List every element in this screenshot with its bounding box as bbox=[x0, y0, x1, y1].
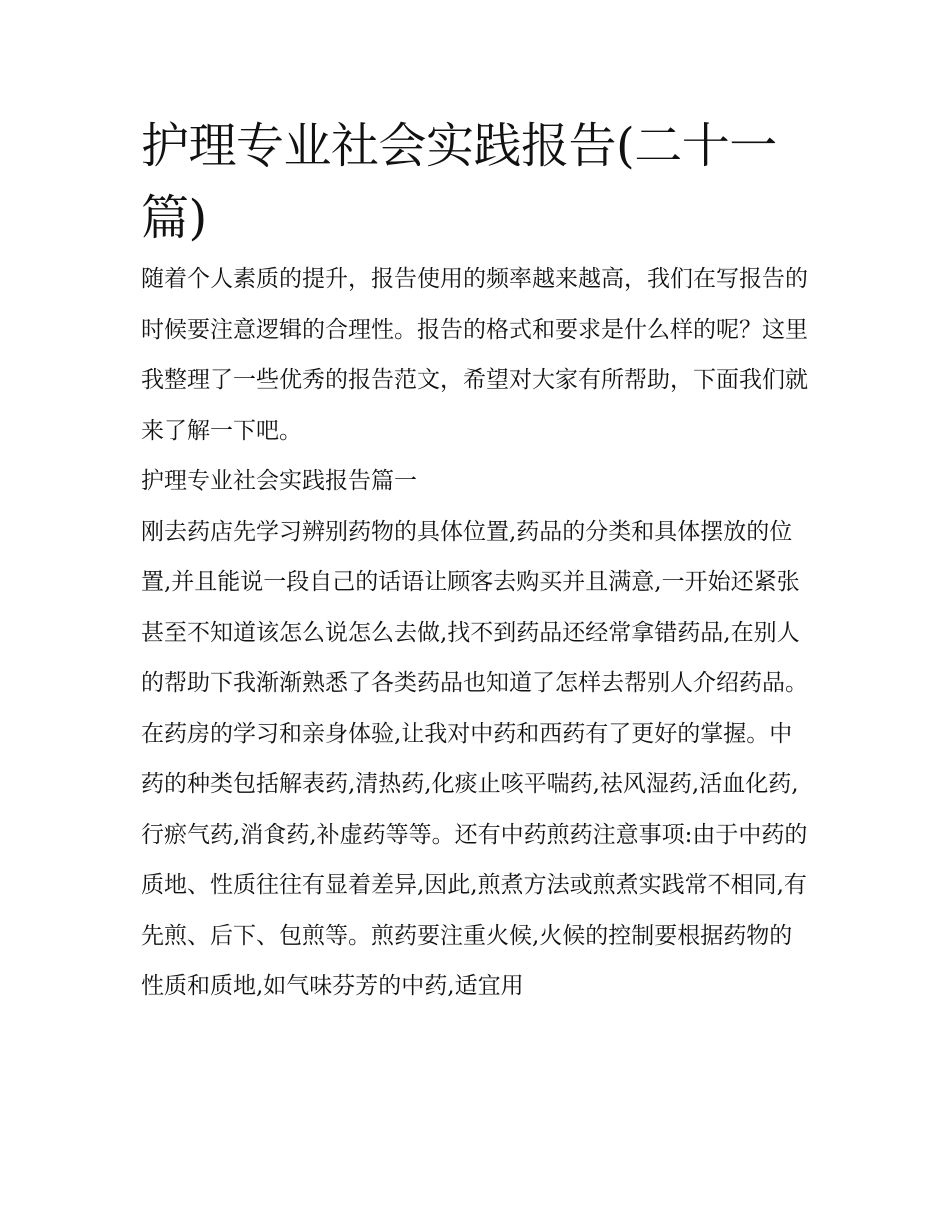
body-text bbox=[141, 507, 813, 1012]
body-paragraph-1: 刚去药店先学习辨别药物的具体位置,药品的分类和具体摆放的位置,并且能说一段自己的话语让顾客去购买并且满意,一开始还紧张甚至不知道该怎么说怎么去做,找不到药品还经常拿错药品,在别人的帮助下我渐渐熟悉了各类药品也知道了怎样去帮别人介绍药品。 bbox=[141, 518, 808, 696]
intro-paragraph: 随着个人素质的提升，报告使用的频率越来越高，我们在写报告的时候要注意逻辑的合理性。报告的格式和要求是什么样的呢？这里我整理了一些优秀的报告范文，希望对大家有所帮助，下面我们就来了解一下吧。 bbox=[141, 266, 808, 444]
body-paragraph-2: 在药房的学习和亲身体验,让我对中药和西药有了更好的掌握。中药的种类包括解表药,清热药,化痰止咳平喘药,祛风湿药,活血化药,行瘀气药,消食药,补虚药等等。还有中药煎药注意事项:由于中药的质地、性质往往有显着差异,因此,煎煮方法或煎煮实践常不相同,有先煎、后下、包煎等。煎药要注重火候,火候的控制要根据药物的性质和质地,如气味芬芳的中药,适宜用 bbox=[141, 720, 808, 999]
section-heading: 护理专业社会实践报告篇一 bbox=[141, 468, 417, 494]
document-page bbox=[141, 110, 813, 1012]
document-title: 护理专业社会实践报告(二十一篇) bbox=[141, 118, 777, 246]
